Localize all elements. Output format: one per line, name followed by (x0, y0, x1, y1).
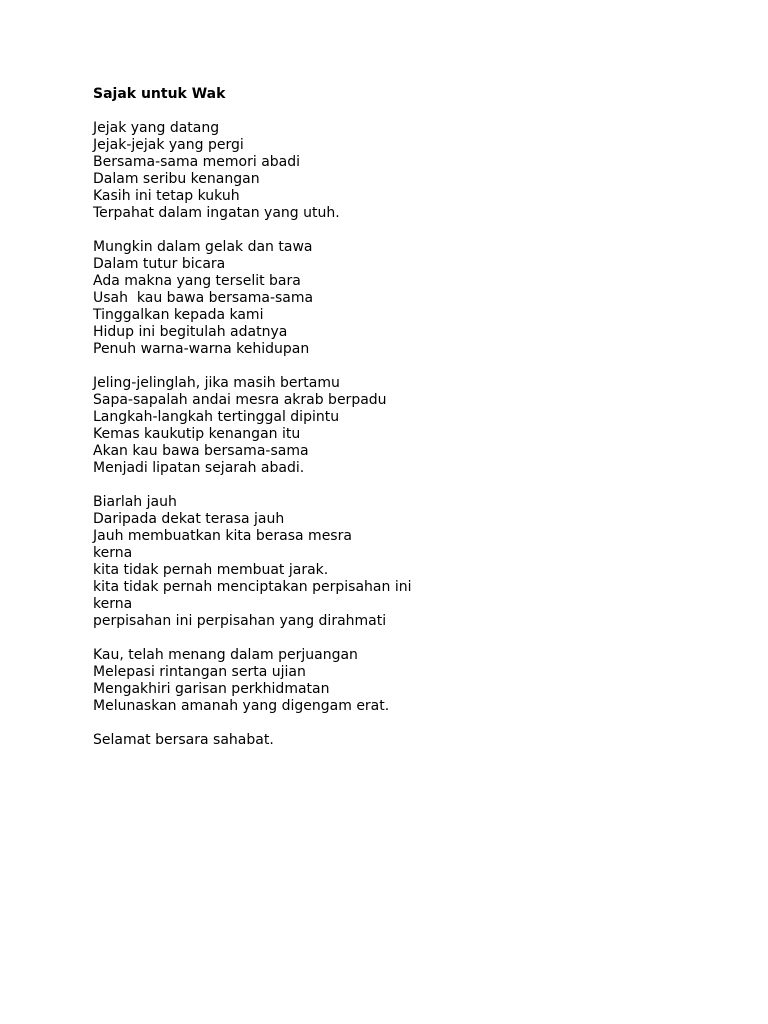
stanza (93, 494, 713, 630)
poem-line: Ada makna yang terselit bara (93, 273, 301, 289)
poem-line: Daripada dekat terasa jauh (93, 511, 285, 527)
poem-line: Akan kau bawa bersama-sama (93, 443, 309, 459)
stanza-gap (93, 715, 713, 732)
poem-line: Bersama-sama memori abadi (93, 154, 301, 170)
poem-line: Sapa-sapalah andai mesra akrab berpadu (93, 392, 387, 408)
poem-line: kerna (93, 545, 133, 561)
poem-line: Usah kau bawa bersama-sama (93, 290, 314, 306)
stanza-gap (93, 630, 713, 647)
poem-line: Dalam tutur bicara (93, 256, 226, 272)
poem-line: Tinggalkan kepada kami (93, 307, 264, 323)
stanza-gap (93, 222, 713, 239)
poem-line: Selamat bersara sahabat. (93, 732, 274, 748)
stanza (93, 375, 713, 477)
poem-line: Mungkin dalam gelak dan tawa (93, 239, 313, 255)
stanza (93, 120, 713, 222)
stanza (93, 239, 713, 358)
poem-line: Melepasi rintangan serta ujian (93, 664, 306, 680)
poem-title: Sajak untuk Wak (93, 86, 226, 102)
poem-line: kerna (93, 596, 133, 612)
poem-line: kita tidak pernah membuat jarak. (93, 562, 329, 578)
stanza (93, 647, 713, 715)
poem-line: Jauh membuatkan kita berasa mesra (93, 528, 352, 544)
poem-line: Penuh warna-warna kehidupan (93, 341, 310, 357)
poem-line: Biarlah jauh (93, 494, 177, 510)
poem (93, 86, 713, 749)
stanza-list (93, 120, 713, 749)
poem-line: Mengakhiri garisan perkhidmatan (93, 681, 330, 697)
poem-line: Langkah-langkah tertinggal dipintu (93, 409, 340, 425)
poem-line: Kemas kaukutip kenangan itu (93, 426, 301, 442)
poem-line: Dalam seribu kenangan (93, 171, 260, 187)
poem-line: kita tidak pernah menciptakan perpisahan ini (93, 579, 412, 595)
stanza (93, 732, 713, 749)
poem-line: Kau, telah menang dalam perjuangan (93, 647, 358, 663)
poem-line: perpisahan ini perpisahan yang dirahmati (93, 613, 387, 629)
poem-line: Kasih ini tetap kukuh (93, 188, 240, 204)
poem-line: Jejak-jejak yang pergi (93, 137, 244, 153)
poem-line: Jeling-jelinglah, jika masih bertamu (93, 375, 340, 391)
poem-line: Melunaskan amanah yang digengam erat. (93, 698, 390, 714)
poem-line: Terpahat dalam ingatan yang utuh. (93, 205, 340, 221)
poem-line: Hidup ini begitulah adatnya (93, 324, 288, 340)
poem-line: Jejak yang datang (93, 120, 220, 136)
title-gap (93, 103, 713, 120)
stanza-gap (93, 358, 713, 375)
poem-line: Menjadi lipatan sejarah abadi. (93, 460, 305, 476)
stanza-gap (93, 477, 713, 494)
